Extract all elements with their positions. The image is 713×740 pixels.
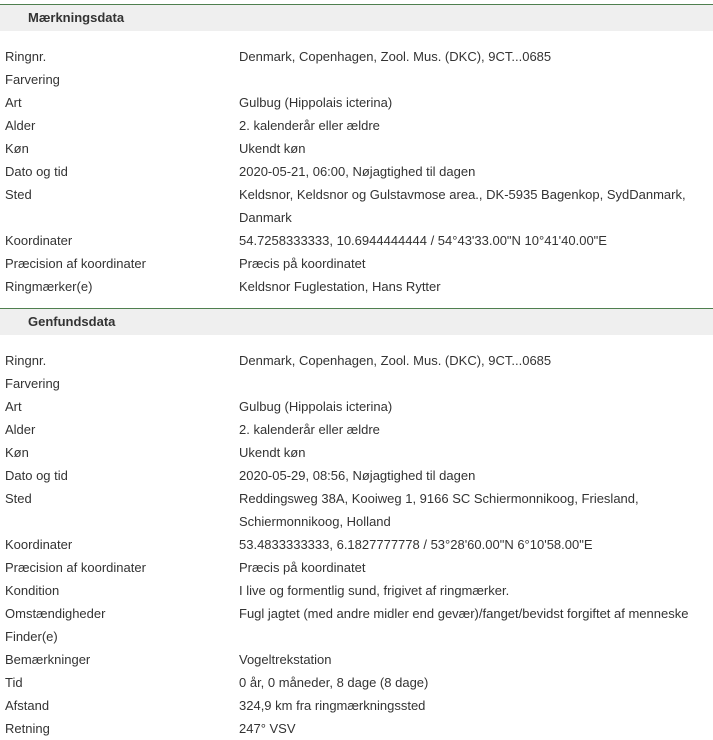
row-value: Denmark, Copenhagen, Zool. Mus. (DKC), 9CT...0685	[239, 353, 552, 368]
row-label: Ringnr.	[5, 353, 47, 368]
row-value: Præcis på koordinatet	[239, 256, 366, 271]
row-label: Ringmærker(e)	[5, 279, 93, 294]
row-label: Omstændigheder	[5, 606, 106, 621]
row-value	[239, 372, 713, 395]
table-row	[0, 229, 713, 252]
row-value: Keldsnor, Keldsnor og Gulstavmose area., DK-5935 Bagenkop, SydDanmark, Danmark	[239, 187, 686, 225]
row-value: Ukendt køn	[239, 445, 306, 460]
row-value: Reddingsweg 38A, Kooiweg 1, 9166 SC Schiermonnikoog, Friesland, Schiermonnikoog, Holland	[239, 491, 639, 529]
table-row	[0, 487, 713, 533]
table-row	[0, 671, 713, 694]
table-row	[0, 45, 713, 68]
section-spacer	[0, 298, 713, 308]
row-value: Gulbug (Hippolais icterina)	[239, 399, 393, 414]
row-value: 0 år, 0 måneder, 8 dage (8 dage)	[239, 675, 429, 690]
recovery-table	[0, 335, 713, 740]
row-value: 2020-05-21, 06:00, Nøjagtighed til dagen	[239, 164, 476, 179]
table-row	[0, 372, 713, 395]
row-label: Alder	[5, 118, 36, 133]
row-label: Tid	[5, 675, 23, 690]
row-label: Dato og tid	[5, 468, 68, 483]
table-row	[0, 579, 713, 602]
table-row	[0, 252, 713, 275]
row-value: I live og formentlig sund, frigivet af ringmærker.	[239, 583, 510, 598]
table-row	[0, 533, 713, 556]
row-label: Bemærkninger	[5, 652, 91, 667]
row-label: Præcision af koordinater	[5, 560, 146, 575]
table-row	[0, 418, 713, 441]
table-row	[0, 441, 713, 464]
row-label: Retning	[5, 721, 50, 736]
row-label: Kondition	[5, 583, 60, 598]
table-row	[0, 602, 713, 625]
row-value: 247° VSV	[239, 721, 296, 736]
row-label: Koordinater	[5, 233, 73, 248]
table-row	[0, 114, 713, 137]
row-value: Ukendt køn	[239, 141, 306, 156]
table-row	[0, 68, 713, 91]
row-label: Køn	[5, 445, 29, 460]
row-value: 54.7258333333, 10.6944444444 / 54°43'33.00"N 10°41'40.00"E	[239, 233, 607, 248]
table-row	[0, 160, 713, 183]
recovery-section-title: Genfundsdata	[0, 308, 713, 335]
row-label: Finder(e)	[5, 629, 58, 644]
row-value: 53.4833333333, 6.1827777778 / 53°28'60.00"N 6°10'58.00"E	[239, 537, 593, 552]
marking-table	[0, 31, 713, 298]
row-value	[239, 68, 713, 91]
row-value: 324,9 km fra ringmærkningssted	[239, 698, 426, 713]
table-row	[0, 275, 713, 298]
row-label: Art	[5, 95, 22, 110]
row-value: Gulbug (Hippolais icterina)	[239, 95, 393, 110]
row-value: 2. kalenderår eller ældre	[239, 422, 380, 437]
row-label: Sted	[5, 187, 32, 202]
table-row	[0, 91, 713, 114]
row-value: Fugl jagtet (med andre midler end gevær)/fanget/bevidst forgiftet af menneske	[239, 606, 689, 621]
row-label: Køn	[5, 141, 29, 156]
table-row	[0, 694, 713, 717]
row-value: Præcis på koordinatet	[239, 560, 366, 575]
row-label: Alder	[5, 422, 36, 437]
table-row	[0, 556, 713, 579]
row-label: Dato og tid	[5, 164, 68, 179]
row-value	[239, 625, 713, 648]
row-label: Ringnr.	[5, 49, 47, 64]
table-row	[0, 349, 713, 372]
table-row	[0, 183, 713, 229]
row-label: Farvering	[5, 72, 60, 87]
table-row	[0, 395, 713, 418]
row-label: Præcision af koordinater	[5, 256, 146, 271]
row-value: Vogeltrekstation	[239, 652, 332, 667]
marking-section-title: Mærkningsdata	[0, 4, 713, 31]
row-value: Denmark, Copenhagen, Zool. Mus. (DKC), 9CT...0685	[239, 49, 552, 64]
row-label: Art	[5, 399, 22, 414]
row-value: Keldsnor Fuglestation, Hans Rytter	[239, 279, 441, 294]
row-value: 2. kalenderår eller ældre	[239, 118, 380, 133]
row-label: Sted	[5, 491, 32, 506]
marking-section	[0, 4, 713, 298]
table-row	[0, 717, 713, 740]
table-row	[0, 648, 713, 671]
row-value: 2020-05-29, 08:56, Nøjagtighed til dagen	[239, 468, 476, 483]
row-label: Farvering	[5, 376, 60, 391]
row-label: Afstand	[5, 698, 50, 713]
table-row	[0, 464, 713, 487]
table-row	[0, 625, 713, 648]
table-row	[0, 137, 713, 160]
row-label: Koordinater	[5, 537, 73, 552]
recovery-section	[0, 308, 713, 740]
